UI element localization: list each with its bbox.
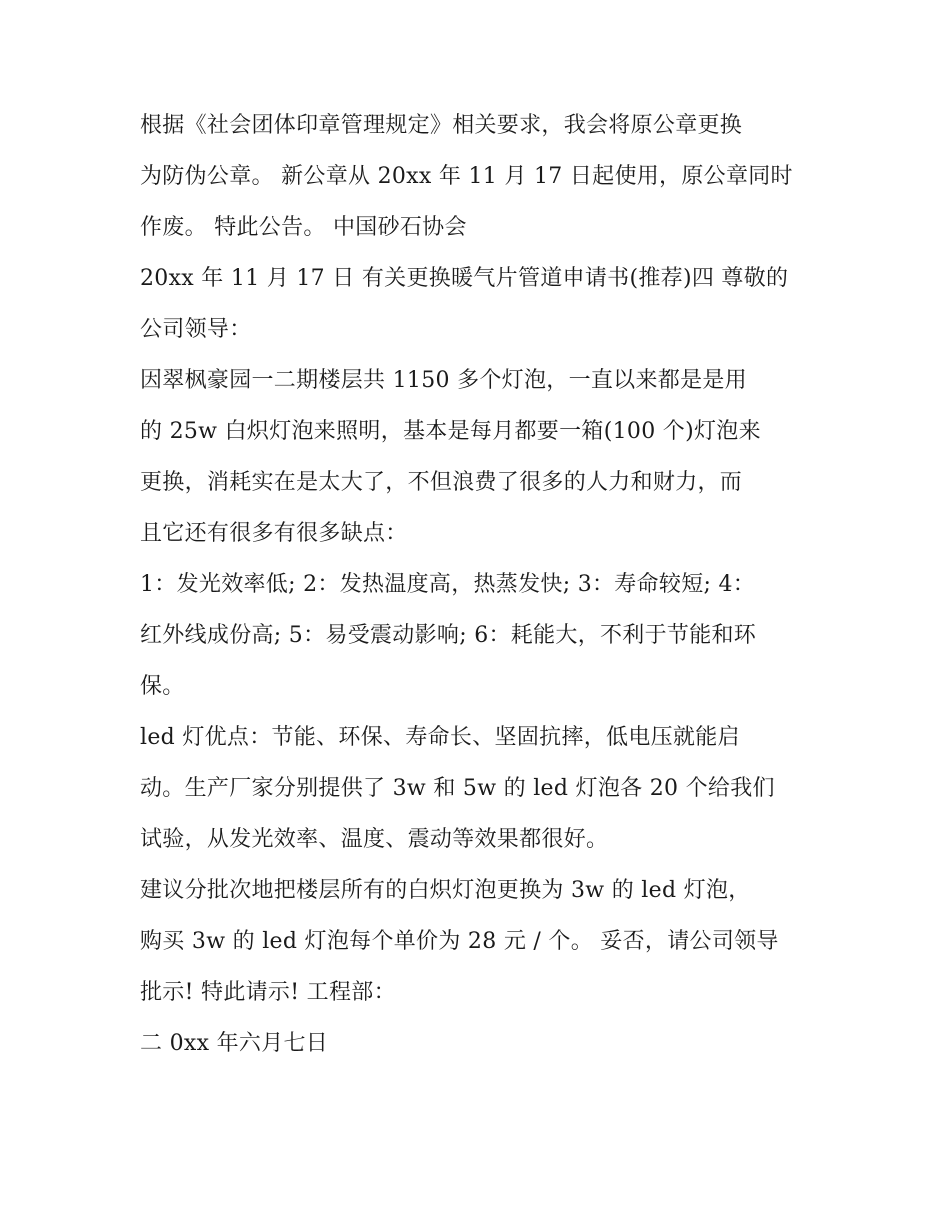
text-line: 动。生产厂家分别提供了 3w 和 5w 的 led 灯泡各 20 个给我们 <box>140 776 775 801</box>
text-line: 1：发光效率低; 2：发热温度高，热蒸发快; 3：寿命较短; 4： <box>140 572 756 597</box>
text-line: 购买 3w 的 led 灯泡每个单价为 28 元 / 个。 妥否，请公司领导 <box>140 929 779 954</box>
text-line: 保。 <box>140 674 185 699</box>
text-line: 因翠枫豪园一二期楼层共 1150 多个灯泡，一直以来都是是用 <box>140 368 747 393</box>
text-line: 根据《社会团体印章管理规定》相关要求，我会将原公章更换 <box>140 113 743 138</box>
text-line: 作废。 特此公告。 中国砂石协会 <box>140 215 467 240</box>
text-line: 公司领导： <box>140 317 252 342</box>
text-line: 建议分批次地把楼层所有的白炽灯泡更换为 3w 的 led 灯泡， <box>140 878 751 903</box>
text-line: 的 25w 白炽灯泡来照明，基本是每月都要一箱(100 个)灯泡来 <box>140 419 761 444</box>
document-body <box>140 100 830 1069</box>
text-line: 更换，消耗实在是太大了，不但浪费了很多的人力和财力，而 <box>140 470 743 495</box>
text-line: 批示! 特此请示! 工程部： <box>140 980 396 1005</box>
text-line: 且它还有很多有很多缺点： <box>140 521 408 546</box>
text-line: led 灯优点：节能、环保、寿命长、坚固抗摔，低电压就能启 <box>140 725 740 750</box>
text-line: 试验，从发光效率、温度、震动等效果都很好。 <box>140 827 609 852</box>
text-line: 二 0xx 年六月七日 <box>140 1031 329 1056</box>
text-line: 红外线成份高; 5：易受震动影响; 6：耗能大，不利于节能和环 <box>140 623 757 648</box>
text-line: 20xx 年 11 月 17 日 有关更换暖气片管道申请书(推荐)四 尊敬的 <box>140 266 789 291</box>
text-line: 为防伪公章。 新公章从 20xx 年 11 月 17 日起使用，原公章同时 <box>140 164 793 189</box>
